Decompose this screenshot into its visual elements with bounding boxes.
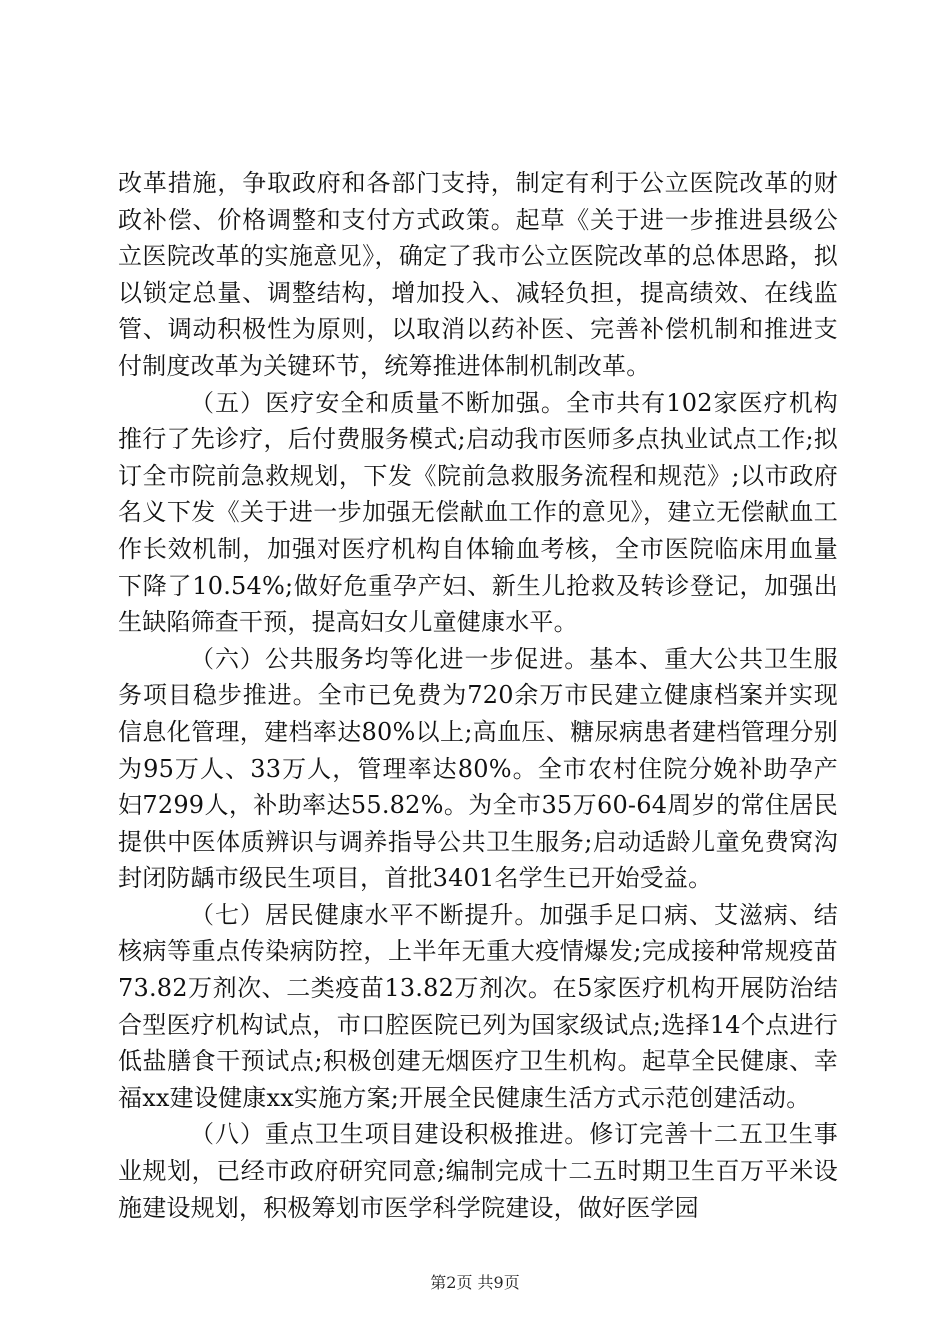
paragraph-medical-safety: （五）医疗安全和质量不断加强。全市共有102家医疗机构推行了先诊疗，后付费服务模式;启动我市医师多点执业试点工作;拟订全市院前急救规划，下发《院前急救服务流程和规范》;以市政府名义下发《关于进一步加强无偿献血工作的意见》，建立无偿献血工作长效机制，加强对医疗机构自体输血考核，全市医院临床用血量下降了10.54%;做好危重孕产妇、新生儿抢救及转诊登记，加强出生缺陷筛查干预，提高妇女儿童健康水平。 [118, 388, 838, 637]
paragraph-continuation: 改革措施，争取政府和各部门支持，制定有利于公立医院改革的财政补偿、价格调整和支付方式政策。起草《关于进一步推进县级公立医院改革的实施意见》，确定了我市公立医院改革的总体思路，拟以锁定总量、调整结构，增加投入、减轻负担，提高绩效、在线监管、调动积极性为原则，以取消以药补医、完善补偿机制和推进支付制度改革为关键环节，统筹推进体制机制改革。 [118, 169, 838, 380]
paragraph-resident-health: （七）居民健康水平不断提升。加强手足口病、艾滋病、结核病等重点传染病防控，上半年无重大疫情爆发;完成接种常规疫苗73.82万剂次、二类疫苗13.82万剂次。在5家医疗机构开展防治结合型医疗机构试点，市口腔医院已列为国家级试点;选择14个点进行低盐膳食干预试点;积极创建无烟医疗卫生机构。起草全民健康、幸福xx建设健康xx实施方案;开展全民健康生活方式示范创建活动。 [118, 900, 838, 1112]
paragraph-key-projects: （八）重点卫生项目建设积极推进。修订完善十二五卫生事业规划，已经市政府研究同意;编制完成十二五时期卫生百万平米设施建设规划，积极筹划市医学科学院建设，做好医学园 [118, 1120, 838, 1222]
page-footer: 第2页 共9页 [430, 1273, 520, 1292]
paragraph-public-service: （六）公共服务均等化进一步促进。基本、重大公共卫生服务项目稳步推进。全市已免费为720余万市民建立健康档案并实现信息化管理，建档率达80%以上;高血压、糖尿病患者建档管理分别为95万人、33万人，管理率达80%。全市农村住院分娩补助孕产妇7299人，补助率达55.82%。为全市35万60-64周岁的常住居民提供中医体质辨识与调养指导公共卫生服务;启动适龄儿童免费窝沟封闭防龋市级民生项目，首批3401名学生已开始受益。 [118, 644, 838, 893]
document-body [118, 165, 838, 1226]
